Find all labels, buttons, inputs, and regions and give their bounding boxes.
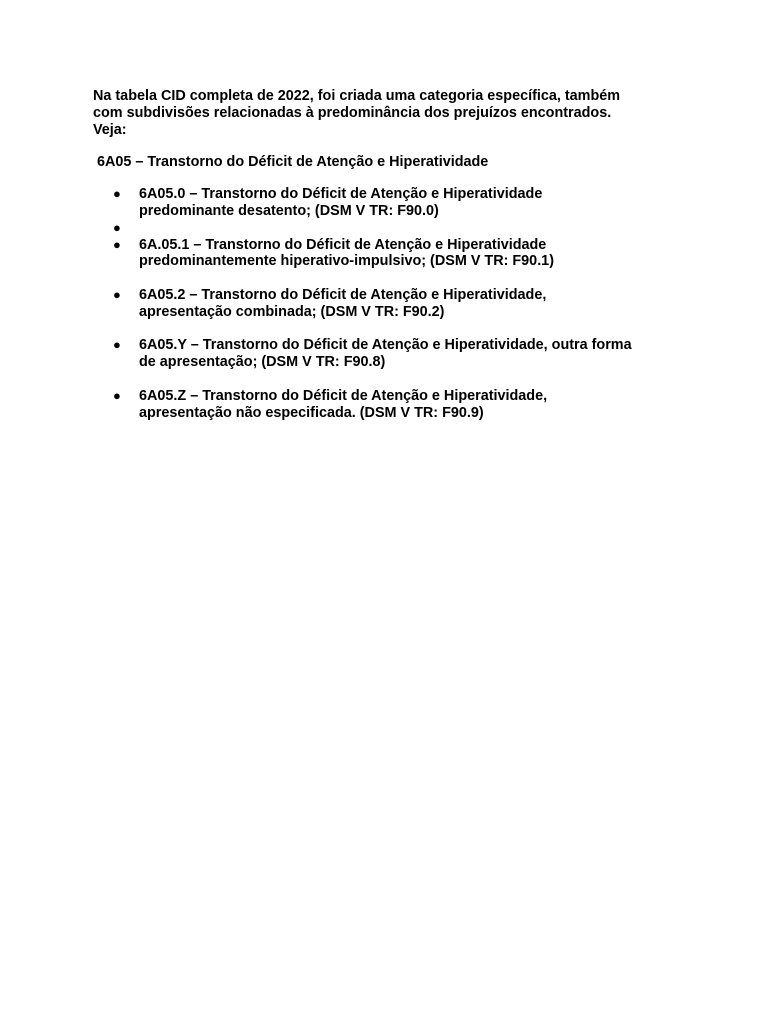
list-item-text: 6A05.2 – Transtorno do Déficit de Atenção e Hiperatividade, apresentação combinada; (DSM V TR: F90.2) <box>139 286 547 320</box>
list-item-text: 6A.05.1 – Transtorno do Déficit de Atenção e Hiperatividade predominantemente hiperativo-impulsivo; (DSM V TR: F90.1) <box>139 236 554 270</box>
bullet-icon: ● <box>113 186 121 202</box>
section-heading: 6A05 – Transtorno do Déficit de Atenção e Hiperatividade <box>97 154 489 171</box>
intro-paragraph: Na tabela CID completa de 2022, foi criada uma categoria específica, também com subdivisões relacionadas à predominância dos prejuízos encontrados. Veja: <box>93 88 621 138</box>
bullet-icon: ● <box>113 387 121 403</box>
bullet-icon: ● <box>113 236 121 252</box>
list-item <box>93 287 683 321</box>
list-item-text: 6A05.0 – Transtorno do Déficit de Atenção e Hiperatividade predominante desatento; (DSM V TR: F90.0) <box>139 186 543 219</box>
list-item-text <box>139 220 683 237</box>
bullet-icon: ● <box>113 286 121 302</box>
list-item-empty <box>93 220 683 237</box>
list-item-text: 6A05.Z – Transtorno do Déficit de Atenção e Hiperatividade, apresentação não especificada. (DSM V TR: F90.9) <box>139 387 548 421</box>
list-item <box>93 186 683 220</box>
subdivision-list <box>93 186 683 421</box>
list-item <box>93 237 683 271</box>
list-item <box>93 337 683 371</box>
list-item-text: 6A05.Y – Transtorno do Déficit de Atenção e Hiperatividade, outra forma de apresentação; (DSM V TR: F90.8) <box>139 337 632 371</box>
list-item <box>93 388 683 422</box>
bullet-icon: ● <box>113 219 121 235</box>
document-content <box>93 88 683 421</box>
bullet-icon: ● <box>113 337 121 353</box>
